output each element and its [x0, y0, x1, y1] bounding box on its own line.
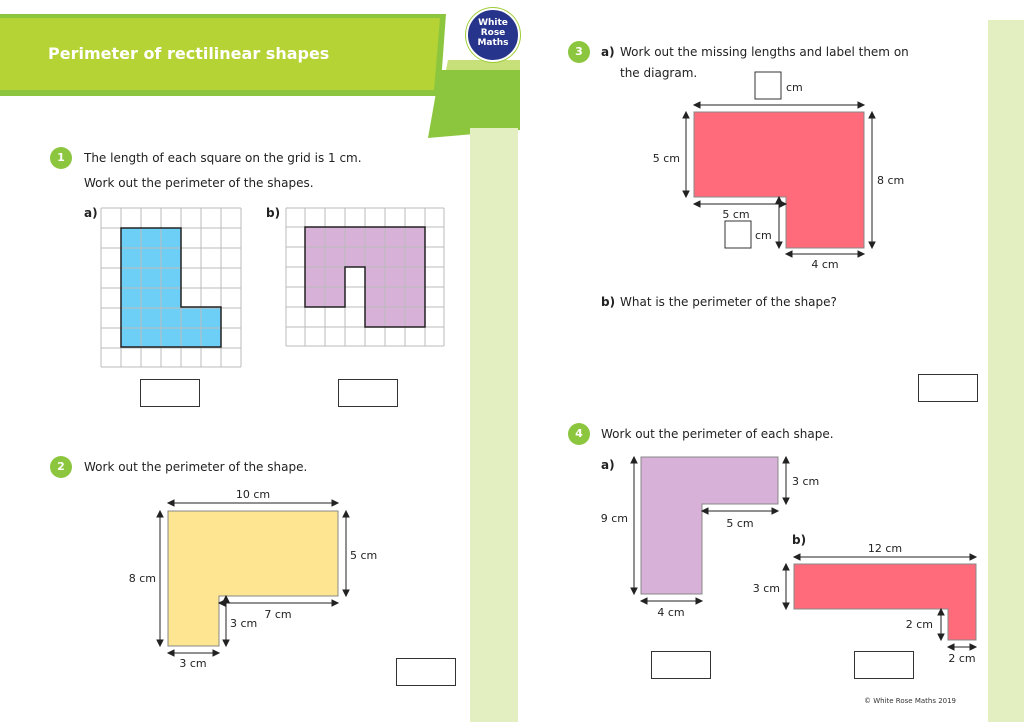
q4b-left-length: 3 cm: [752, 582, 780, 595]
q2-left-length: 8 cm: [128, 572, 156, 585]
q3-top-answer-box[interactable]: [755, 72, 781, 99]
q2-top-length: 10 cm: [235, 488, 271, 501]
question-4b-label: b): [792, 533, 807, 547]
question-3a-line-2: the diagram.: [620, 66, 698, 80]
answer-box-1b[interactable]: [338, 379, 398, 407]
left-page-margin-strip: [470, 128, 518, 722]
question-3b-label: b): [601, 295, 616, 309]
question-3b-text: What is the perimeter of the shape?: [620, 295, 837, 309]
question-2-text: Work out the perimeter of the shape.: [84, 460, 308, 474]
question-4-number: 4: [568, 423, 590, 445]
white-rose-maths-logo: [466, 8, 520, 62]
q4a-top-right-length: 3 cm: [792, 475, 820, 488]
logo-line-1: White: [478, 18, 508, 28]
q2-inner-vertical-length: 3 cm: [230, 617, 258, 630]
q3-left-length: 5 cm: [652, 152, 680, 165]
red-bar-shape: [794, 564, 976, 640]
question-2-diagram: [120, 485, 390, 675]
right-page-margin-strip: [988, 20, 1024, 722]
q3-inner-horizontal-length: 5 cm: [722, 208, 750, 221]
question-1b-label: b): [266, 206, 281, 220]
q3-inner-answer-box[interactable]: [725, 221, 751, 248]
q2-right-length: 5 cm: [350, 549, 378, 562]
q4b-inner-length: 2 cm: [905, 618, 933, 631]
question-1-line-2: Work out the perimeter of the shapes.: [84, 176, 314, 190]
answer-box-1a[interactable]: [140, 379, 200, 407]
question-2-number: 2: [50, 456, 72, 478]
q4b-bottom-length: 2 cm: [948, 652, 976, 665]
question-4a-label: a): [601, 458, 615, 472]
answer-box-2[interactable]: [396, 658, 456, 686]
logo-line-2: Rose: [480, 28, 506, 38]
answer-box-3b[interactable]: [918, 374, 978, 402]
question-3a-label: a): [601, 45, 615, 59]
q4a-left-length: 9 cm: [600, 512, 628, 525]
answer-box-4b[interactable]: [854, 651, 914, 679]
q3-top-unit: cm: [786, 81, 803, 94]
q4a-bottom-length: 4 cm: [657, 606, 685, 619]
copyright-footer: © White Rose Maths 2019: [864, 697, 957, 705]
question-3-diagram: [640, 70, 920, 275]
question-1-number: 1: [50, 147, 72, 169]
question-1b-grid: [285, 207, 445, 347]
question-4-text: Work out the perimeter of each shape.: [601, 427, 834, 441]
q2-inner-horizontal-length: 7 cm: [264, 608, 292, 621]
q4a-inner-length: 5 cm: [726, 517, 754, 530]
q3-bottom-length: 4 cm: [811, 258, 839, 271]
question-3-number: 3: [568, 41, 590, 63]
question-3a-line-1: Work out the missing lengths and label them on: [620, 45, 909, 59]
question-1-line-1: The length of each square on the grid is 1 cm.: [84, 151, 362, 165]
q3-right-length: 8 cm: [877, 174, 905, 187]
title-banner: [0, 0, 520, 140]
page-title: Perimeter of rectilinear shapes: [48, 44, 330, 63]
answer-box-4a[interactable]: [651, 651, 711, 679]
question-1a-grid: [100, 207, 242, 369]
q2-bottom-length: 3 cm: [179, 657, 207, 670]
q4b-top-length: 12 cm: [867, 542, 903, 555]
logo-line-3: Maths: [477, 38, 509, 48]
question-1a-label: a): [84, 206, 98, 220]
q3-inner-vertical-unit: cm: [755, 229, 772, 242]
